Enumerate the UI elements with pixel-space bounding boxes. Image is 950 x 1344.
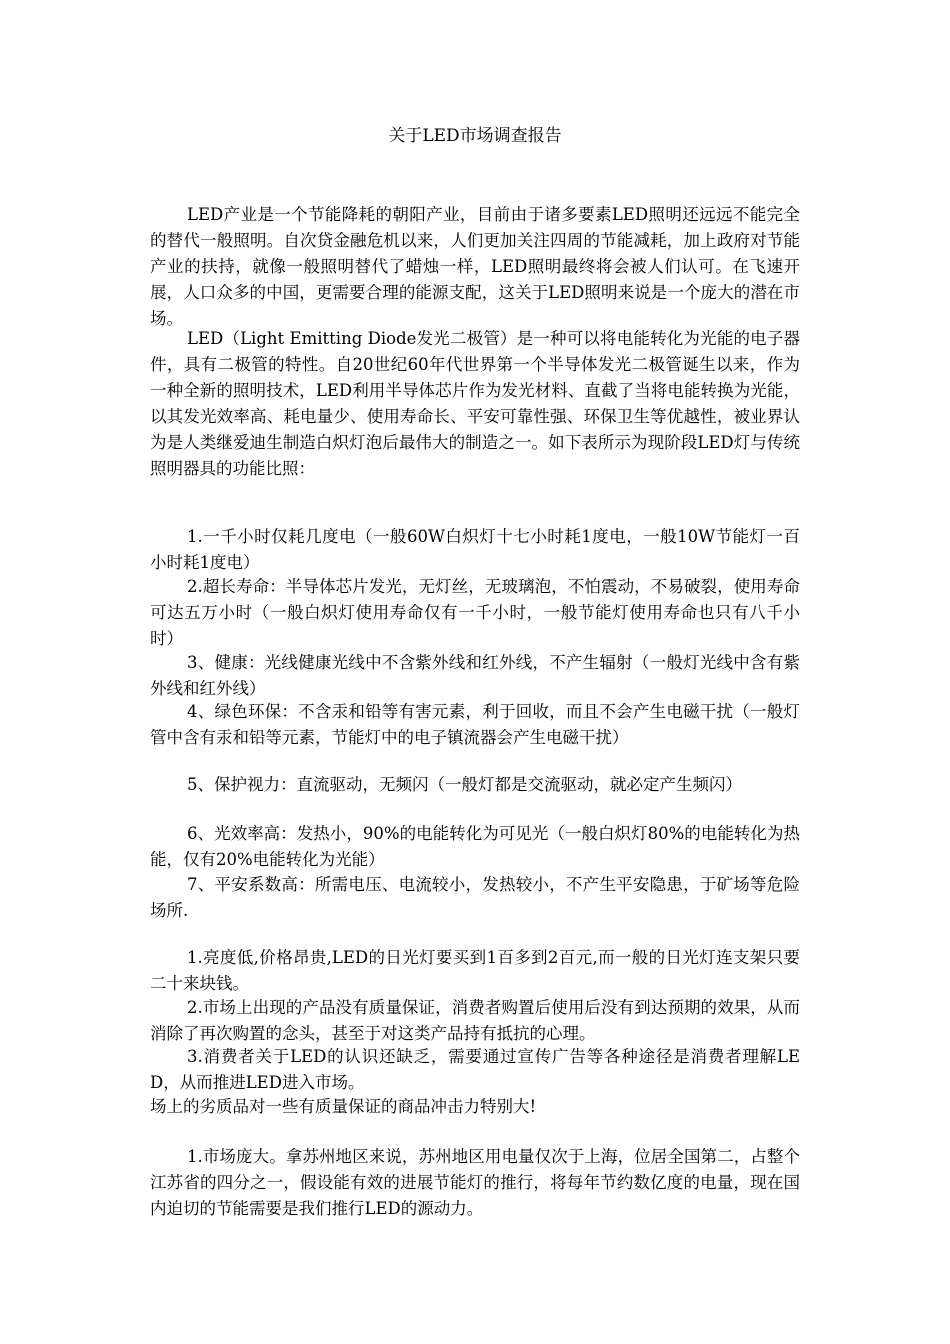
document-title: 关于LED市场调查报告 <box>388 126 562 146</box>
advantage-item-7: 7、平安系数高：所需电压、电流较小，发热较小，不产生平安隐患，于矿场等危险场所. <box>150 875 800 920</box>
advantage-item-2: 2.超长寿命：半导体芯片发光，无灯丝，无玻璃泡，不怕震动，不易破裂，使用寿命可达五万小时（一般白炽灯使用寿命仅有一千小时，一般节能灯使用寿命也只有八千小时） <box>150 577 800 648</box>
advantage-item-5: 5、保护视力：直流驱动，无频闪（一般灯都是交流驱动，就必定产生频闪） <box>187 775 742 794</box>
advantage-item-3: 3、健康：光线健康光线中不含紫外线和红外线，不产生辐射（一般灯光线中含有紫外线和红外线） <box>150 653 800 698</box>
problem-item-2: 2.市场上出现的产品没有质量保证，消费者购置后使用后没有到达预期的效果，从而消除了再次购置的念头，甚至于对这类产品持有抵抗的心理。 <box>150 998 800 1043</box>
problem-item-3: 3.消费者关于LED的认识还缺乏，需要通过宣传广告等各种途径是消费者理解LED，从而推进LED进入市场。 <box>150 1047 800 1092</box>
advantage-item-1: 1.一千小时仅耗几度电（一般60W白炽灯十七小时耗1度电，一般10W节能灯一百小时耗1度电） <box>150 527 800 572</box>
intro-paragraph: LED产业是一个节能降耗的朝阳产业，目前由于诸多要素LED照明还远远不能完全的替代一般照明。自次贷金融危机以来，人们更加关注四周的节能减耗，加上政府对节能产业的扶持，就像一般照明替代了蜡烛一样，LED照明最终将会被人们认可。在飞速开展，人口众多的中国，更需要合理的能源支配，这关于LED照明来说是一个庞大的潜在市场。 <box>150 205 800 328</box>
led-definition-paragraph: LED（Light Emitting Diode发光二极管）是一种可以将电能转化为光能的电子器件，具有二极管的特性。自20世纪60年代世界第一个半导体发光二极管诞生以来，作为一种全新的照明技术，LED利用半导体芯片作为发光材料、直截了当将电能转换为光能，以其发光效率高、耗电量少、使用寿命长、平安可靠性强、环保卫生等优越性，被业界认为是人类继爱迪生制造白炽灯泡后最伟大的制造之一。如下表所示为现阶段LED灯与传统照明器具的功能比照： <box>150 329 800 478</box>
problem-item-1: 1.亮度低,价格昂贵,LED的日光灯要买到1百多到2百元,而一般的日光灯连支架只要二十来块钱。 <box>150 948 800 993</box>
opportunity-item-1: 1.市场庞大。拿苏州地区来说，苏州地区用电量仅次于上海，位居全国第二，占整个江苏省的四分之一，假设能有效的进展节能灯的推行，将每年节约数亿度的电量，现在国内迫切的节能需要是我们推行LED的源动力。 <box>150 1147 800 1218</box>
advantage-item-6: 6、光效率高：发热小，90%的电能转化为可见光（一般白炽灯80%的电能转化为热能，仅有20%电能转化为光能） <box>150 824 800 869</box>
advantage-item-4: 4、绿色环保：不含汞和铅等有害元素，利于回收，而且不会产生电磁干扰（一般灯管中含有汞和铅等元素，节能灯中的电子镇流器会产生电磁干扰） <box>150 702 800 747</box>
problem-note: 场上的劣质品对一些有质量保证的商品冲击力特别大! <box>150 1097 537 1116</box>
